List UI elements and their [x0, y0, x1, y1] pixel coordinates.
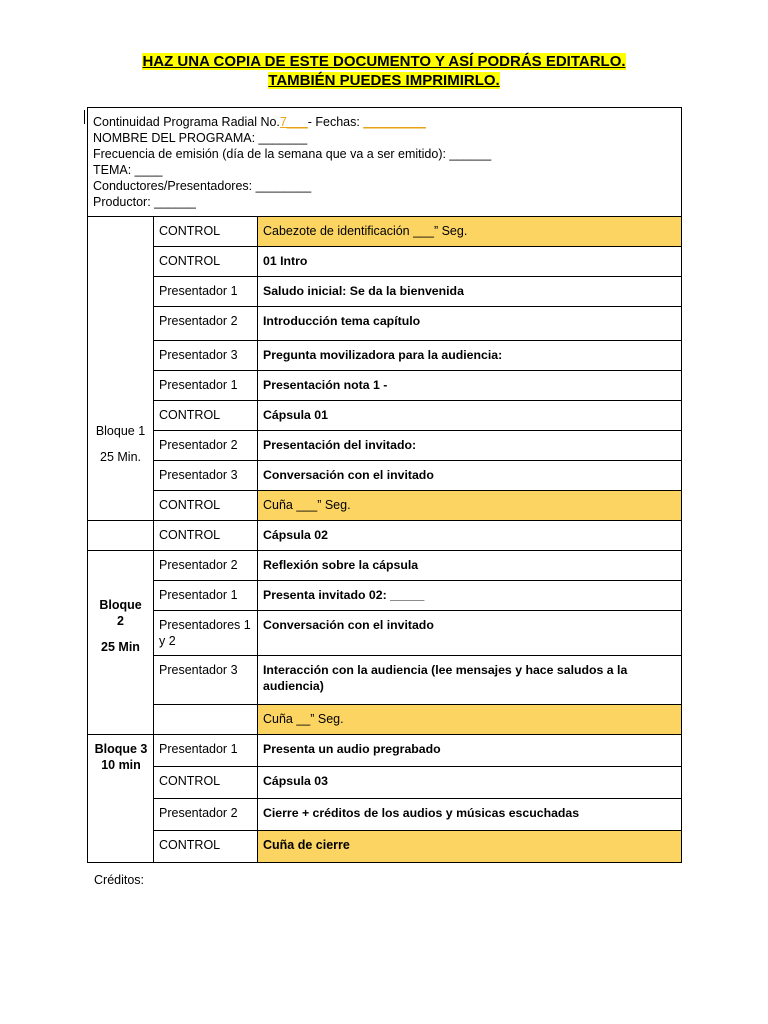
content-cell[interactable]: Cuña ___” Seg.: [258, 491, 682, 521]
role-cell: Presentador 1: [154, 581, 258, 611]
role-cell: Presentador 1: [154, 277, 258, 307]
content-cell[interactable]: Presentación del invitado:: [258, 431, 682, 461]
document-banner: [0, 52, 768, 90]
continuidad-label: Continuidad Programa Radial No.: [93, 115, 280, 129]
producer-line[interactable]: Productor: ______: [93, 195, 196, 209]
program-header-cell[interactable]: [88, 108, 682, 217]
empty-bloque-cell: [88, 521, 154, 551]
role-cell: Presentador 3: [154, 341, 258, 371]
program-number[interactable]: 7___: [279, 115, 308, 129]
content-cell[interactable]: Introducción tema capítulo: [258, 307, 682, 341]
role-cell: CONTROL: [154, 217, 258, 247]
content-cell[interactable]: Reflexión sobre la cápsula: [258, 551, 682, 581]
role-cell: CONTROL: [154, 247, 258, 277]
content-cell[interactable]: 01 Intro: [258, 247, 682, 277]
program-script-table: [87, 107, 682, 863]
bloque-1-time: 25 Min.: [100, 450, 141, 464]
role-cell: Presentador 1: [154, 735, 258, 767]
role-cell: CONTROL: [154, 401, 258, 431]
hosts-line[interactable]: Conductores/Presentadores: ________: [93, 179, 312, 193]
role-cell: Presentador 3: [154, 656, 258, 705]
role-cell: Presentador 2: [154, 551, 258, 581]
role-cell: Presentador 2: [154, 431, 258, 461]
content-cell[interactable]: Cápsula 02: [258, 521, 682, 551]
banner-line-2: TAMBIÉN PUEDES IMPRIMIRLO.: [268, 72, 500, 89]
content-cell[interactable]: Presenta un audio pregrabado: [258, 735, 682, 767]
role-cell: Presentador 2: [154, 799, 258, 831]
role-cell: CONTROL: [154, 491, 258, 521]
role-cell: CONTROL: [154, 521, 258, 551]
banner-line-1: HAZ UNA COPIA DE ESTE DOCUMENTO Y ASÍ PODRÁS EDITARLO.: [142, 53, 626, 70]
content-cell[interactable]: Cuña de cierre: [258, 831, 682, 863]
content-cell[interactable]: Cápsula 01: [258, 401, 682, 431]
fechas-label: - Fechas:: [307, 115, 364, 129]
topic-line[interactable]: TEMA: ____: [93, 163, 163, 177]
content-cell[interactable]: Conversación con el invitado: [258, 611, 682, 656]
bloque-1-label: Bloque 1: [95, 424, 146, 438]
bloque-2-time: 25 Min: [101, 640, 140, 654]
content-cell[interactable]: Cierre + créditos de los audios y músicas escuchadas: [258, 799, 682, 831]
content-cell[interactable]: Presenta invitado 02: _____: [258, 581, 682, 611]
bloque-3-label: Bloque 3 10 min: [94, 742, 148, 772]
bloque-1-cell: [88, 217, 154, 521]
content-cell[interactable]: Conversación con el invitado: [258, 461, 682, 491]
content-cell[interactable]: Cabezote de identificación ___” Seg.: [258, 217, 682, 247]
bloque-2-label: Bloque 2: [99, 598, 142, 628]
role-cell: Presentador 2: [154, 307, 258, 341]
role-cell: Presentador 1: [154, 371, 258, 401]
content-cell[interactable]: Cuña __” Seg.: [258, 705, 682, 735]
role-cell: Presentadores 1 y 2: [154, 611, 258, 656]
credits-label: Créditos:: [94, 873, 145, 887]
role-cell: [154, 705, 258, 735]
content-cell[interactable]: Pregunta movilizadora para la audiencia:: [258, 341, 682, 371]
bloque-2-cell: [88, 551, 154, 735]
program-name-line[interactable]: NOMBRE DEL PROGRAMA: _______: [93, 131, 308, 145]
content-cell[interactable]: Presentación nota 1 -: [258, 371, 682, 401]
fechas-value[interactable]: _________: [363, 115, 426, 129]
role-cell: CONTROL: [154, 831, 258, 863]
frequency-line[interactable]: Frecuencia de emisión (día de la semana que va a ser emitido): ______: [93, 147, 492, 161]
content-cell[interactable]: Interacción con la audiencia (lee mensajes y hace saludos a la audiencia): [258, 656, 682, 705]
text-cursor: [84, 110, 85, 124]
role-cell: Presentador 3: [154, 461, 258, 491]
content-cell[interactable]: Saludo inicial: Se da la bienvenida: [258, 277, 682, 307]
content-cell[interactable]: Cápsula 03: [258, 767, 682, 799]
bloque-3-cell: [88, 735, 154, 863]
role-cell: CONTROL: [154, 767, 258, 799]
